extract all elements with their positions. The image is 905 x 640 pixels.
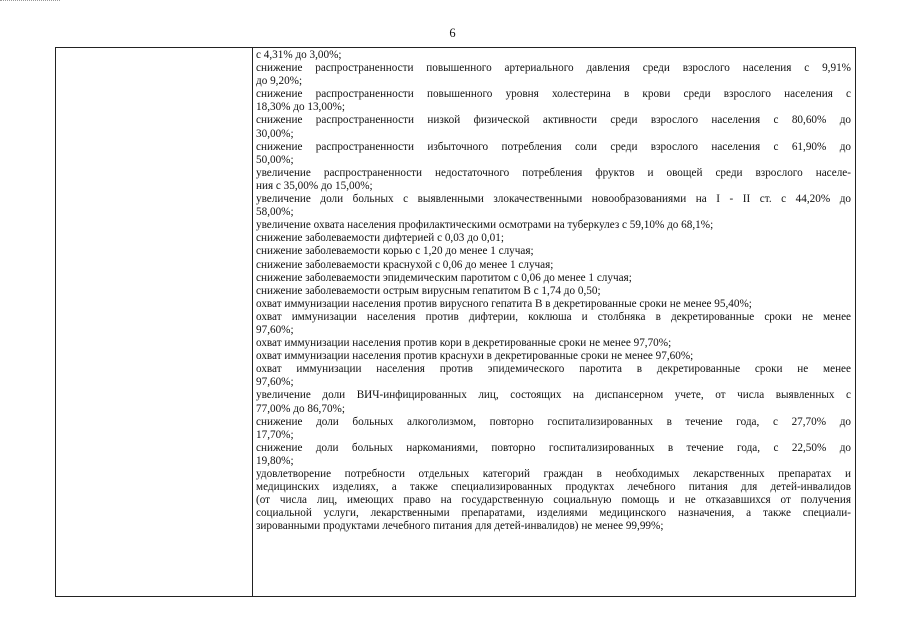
text-line: 97,60%; bbox=[256, 323, 294, 336]
text-line: снижение распространенности повышенного уровня холестерина в крови среди взрослого населения с bbox=[256, 88, 851, 101]
text-line: ния с 35,00% до 15,00%; bbox=[256, 179, 373, 192]
text-line: увеличение охвата населения профилактическими осмотрами на туберкулез с 59,10% до 68,1%; bbox=[256, 219, 714, 232]
page-number: 6 bbox=[449, 26, 456, 40]
text-line: снижение заболеваемости дифтерией с 0,03 до 0,01; bbox=[256, 232, 504, 245]
text-line: снижение заболеваемости эпидемическим паротитом с 0,06 до менее 1 случая; bbox=[256, 271, 632, 284]
text-line: снижение заболеваемости корью с 1,20 до менее 1 случая; bbox=[256, 245, 534, 258]
text-line: 17,70%; bbox=[256, 428, 294, 441]
text-line: 18,30% до 13,00%; bbox=[256, 101, 345, 114]
text-line: снижение распространенности избыточного потребления соли среди взрослого населения с 61,90% до bbox=[256, 140, 851, 153]
table-right-cell bbox=[253, 48, 855, 596]
text-line: 50,00%; bbox=[256, 153, 294, 166]
text-line: медицинских изделиях, а также специализированных продуктах лечебного питания для детей-инвалидов bbox=[256, 481, 851, 494]
text-line: увеличение доли больных с выявленными злокачественными новообразованиями на I - II ст. с 44,20% до bbox=[256, 193, 851, 206]
table-left-cell bbox=[56, 48, 253, 596]
text-line: охват иммунизации населения против краснухи в декретированные сроки не менее 97,60%; bbox=[256, 350, 694, 363]
text-line: снижение доли больных наркоманиями, повторно госпитализированных в течение года, с 22,50% до bbox=[256, 441, 851, 454]
text-line: охват иммунизации населения против вирусного гепатита В в декретированные сроки не менее 95,40%; bbox=[256, 297, 752, 310]
text-line: до 9,20%; bbox=[256, 75, 303, 88]
text-line: социальной услуги, лекарственными препаратами, изделиями медицинского назначения, а также специали- bbox=[256, 507, 851, 520]
text-line: зированными продуктами лечебного питания для детей-инвалидов) не менее 99,99%; bbox=[256, 520, 664, 533]
text-line: с 4,31% до 3,00%; bbox=[256, 49, 342, 61]
text-line: 97,60%; bbox=[256, 376, 294, 389]
indicators-table bbox=[55, 47, 856, 597]
scan-artifact-mark bbox=[0, 0, 60, 3]
text-line: 77,00% до 86,70%; bbox=[256, 402, 345, 415]
text-line: охват иммунизации населения против эпидемического паротита в декретированные сроки не менее bbox=[256, 363, 851, 376]
text-line: 30,00%; bbox=[256, 127, 294, 140]
text-line: 58,00%; bbox=[256, 206, 294, 219]
text-line: снижение заболеваемости краснухой с 0,06 до менее 1 случая; bbox=[256, 258, 554, 271]
text-line: снижение распространенности повышенного артериального давления среди взрослого населения с 9,91% bbox=[256, 62, 851, 75]
text-line: охват иммунизации населения против дифтерии, коклюша и столбняка в декретированные сроки не менее bbox=[256, 310, 851, 323]
text-line: увеличение распространенности недостаточного потребления фруктов и овощей среди взрослого населе- bbox=[256, 166, 851, 179]
text-line: удовлетворение потребности отдельных категорий граждан в необходимых лекарственных препаратах и bbox=[256, 468, 851, 480]
text-line: 19,80%; bbox=[256, 454, 294, 467]
text-line: (от числа лиц, имеющих право на государственную социальную помощь и не отказавшихся от получения bbox=[256, 494, 851, 507]
text-line: охват иммунизации населения против кори в декретированные сроки не менее 97,70%; bbox=[256, 337, 672, 350]
text-line: снижение заболеваемости острым вирусным гепатитом В с 1,74 до 0,50; bbox=[256, 284, 601, 297]
text-line: снижение распространенности низкой физической активности среди взрослого населения с 80,60% до bbox=[256, 114, 851, 127]
text-line: снижение доли больных алкоголизмом, повторно госпитализированных в течение года, с 27,70% до bbox=[256, 415, 851, 428]
text-line: увеличение доли ВИЧ-инфицированных лиц, состоящих на диспансерном учете, от числа выявленных с bbox=[256, 389, 851, 402]
